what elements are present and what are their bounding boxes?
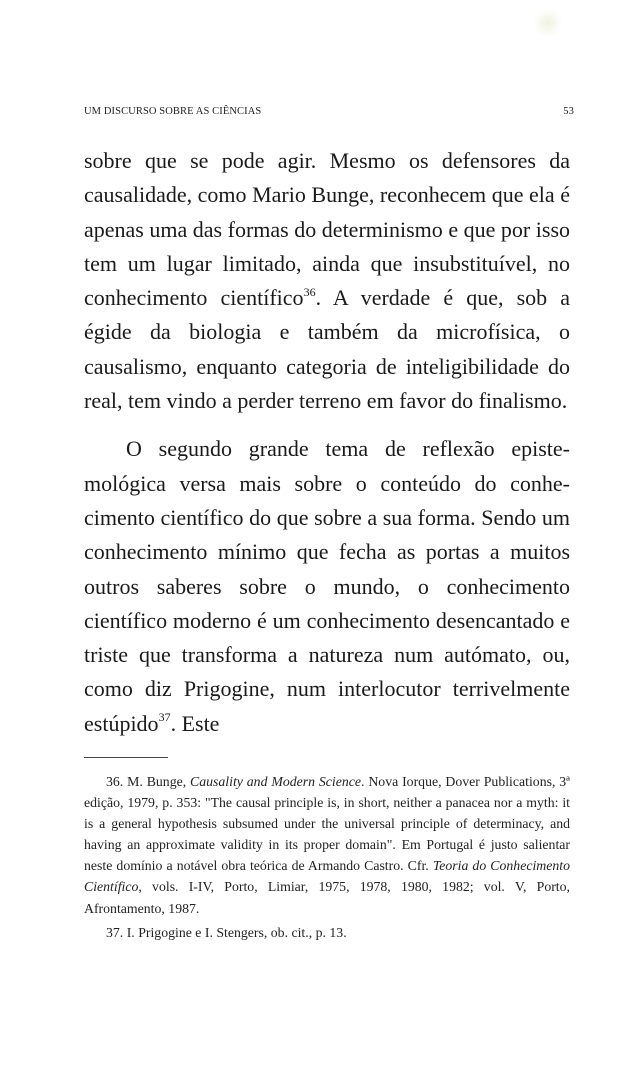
- paper-stain: [534, 8, 562, 38]
- running-head-title: UM DISCURSO SOBRE AS CIÊNCIAS: [84, 106, 262, 117]
- footnote-divider: [84, 757, 168, 758]
- footnote-36-text-c: , vols. I-IV, Porto, Limiar, 1975, 1978, 1980, 1982; vol. V, Porto, Afrontamento, 1987.: [84, 879, 570, 916]
- paragraph-2-text-b: . Este: [170, 710, 220, 736]
- paragraph-1: [84, 144, 570, 418]
- footnote-36-book-title: Causality and Modern Science: [190, 774, 362, 789]
- footnote-37: 37. I. Prigogine e I. Stengers, ob. cit., p. 13.: [106, 924, 347, 940]
- footnote-ref-37: 37: [158, 710, 171, 725]
- footnote-36: [84, 771, 570, 919]
- paragraph-2-text-a: O segundo grande tema de reflexão epistemológica versa mais sobre o conteúdo do conhecimento científico do que sobre a sua forma. Sendo um conhecimento mínimo que fecha as portas a muitos outros saberes sobre o mundo, o conhecimento científico moderno é um conhecimento desencantado e triste que transforma a natureza num autómato, ou, como diz Prigogine, num interlocutor terrivelmente estúpido: [84, 436, 570, 736]
- paragraph-1-text-b: . A verdade é que, sob a égide da biologia e também da microfísica, o causalismo, enquanto categoria de inteligibilidade do real, tem vindo a perder terreno em favor do finalismo.: [84, 285, 571, 414]
- footnote-ref-36: 36: [303, 284, 316, 299]
- body-text: [84, 144, 570, 741]
- running-head: [84, 106, 574, 122]
- page-number: 53: [563, 106, 574, 117]
- footnote-36-text-b: . Nova Iorque, Dover Publications, 3ª edição, 1979, p. 353: "The causal principle is, in short, neither a panacea nor a myth: it is a general hypothesis subsumed under the universal principle of determinacy, and having an approximate validity in its proper domain". Em Portugal é justo salientar neste domínio a notável obra teórica de Armando Castro. Cfr.: [84, 774, 570, 874]
- paragraph-1-text-a: sobre que se pode agir. Mesmo os defensores da causalidade, como Mario Bunge, reconhecem que ela é apenas uma das formas do determinismo e que por isso tem um lugar limitado, ainda que insubstituível, no conhecimento científico: [84, 148, 570, 311]
- footnotes: [84, 771, 570, 943]
- footnote-36-text-a: 36. M. Bunge,: [106, 774, 191, 789]
- paragraph-2: [84, 432, 570, 741]
- footnote-36-book-title-2: Teoria do Conhecimento Científico: [84, 858, 571, 895]
